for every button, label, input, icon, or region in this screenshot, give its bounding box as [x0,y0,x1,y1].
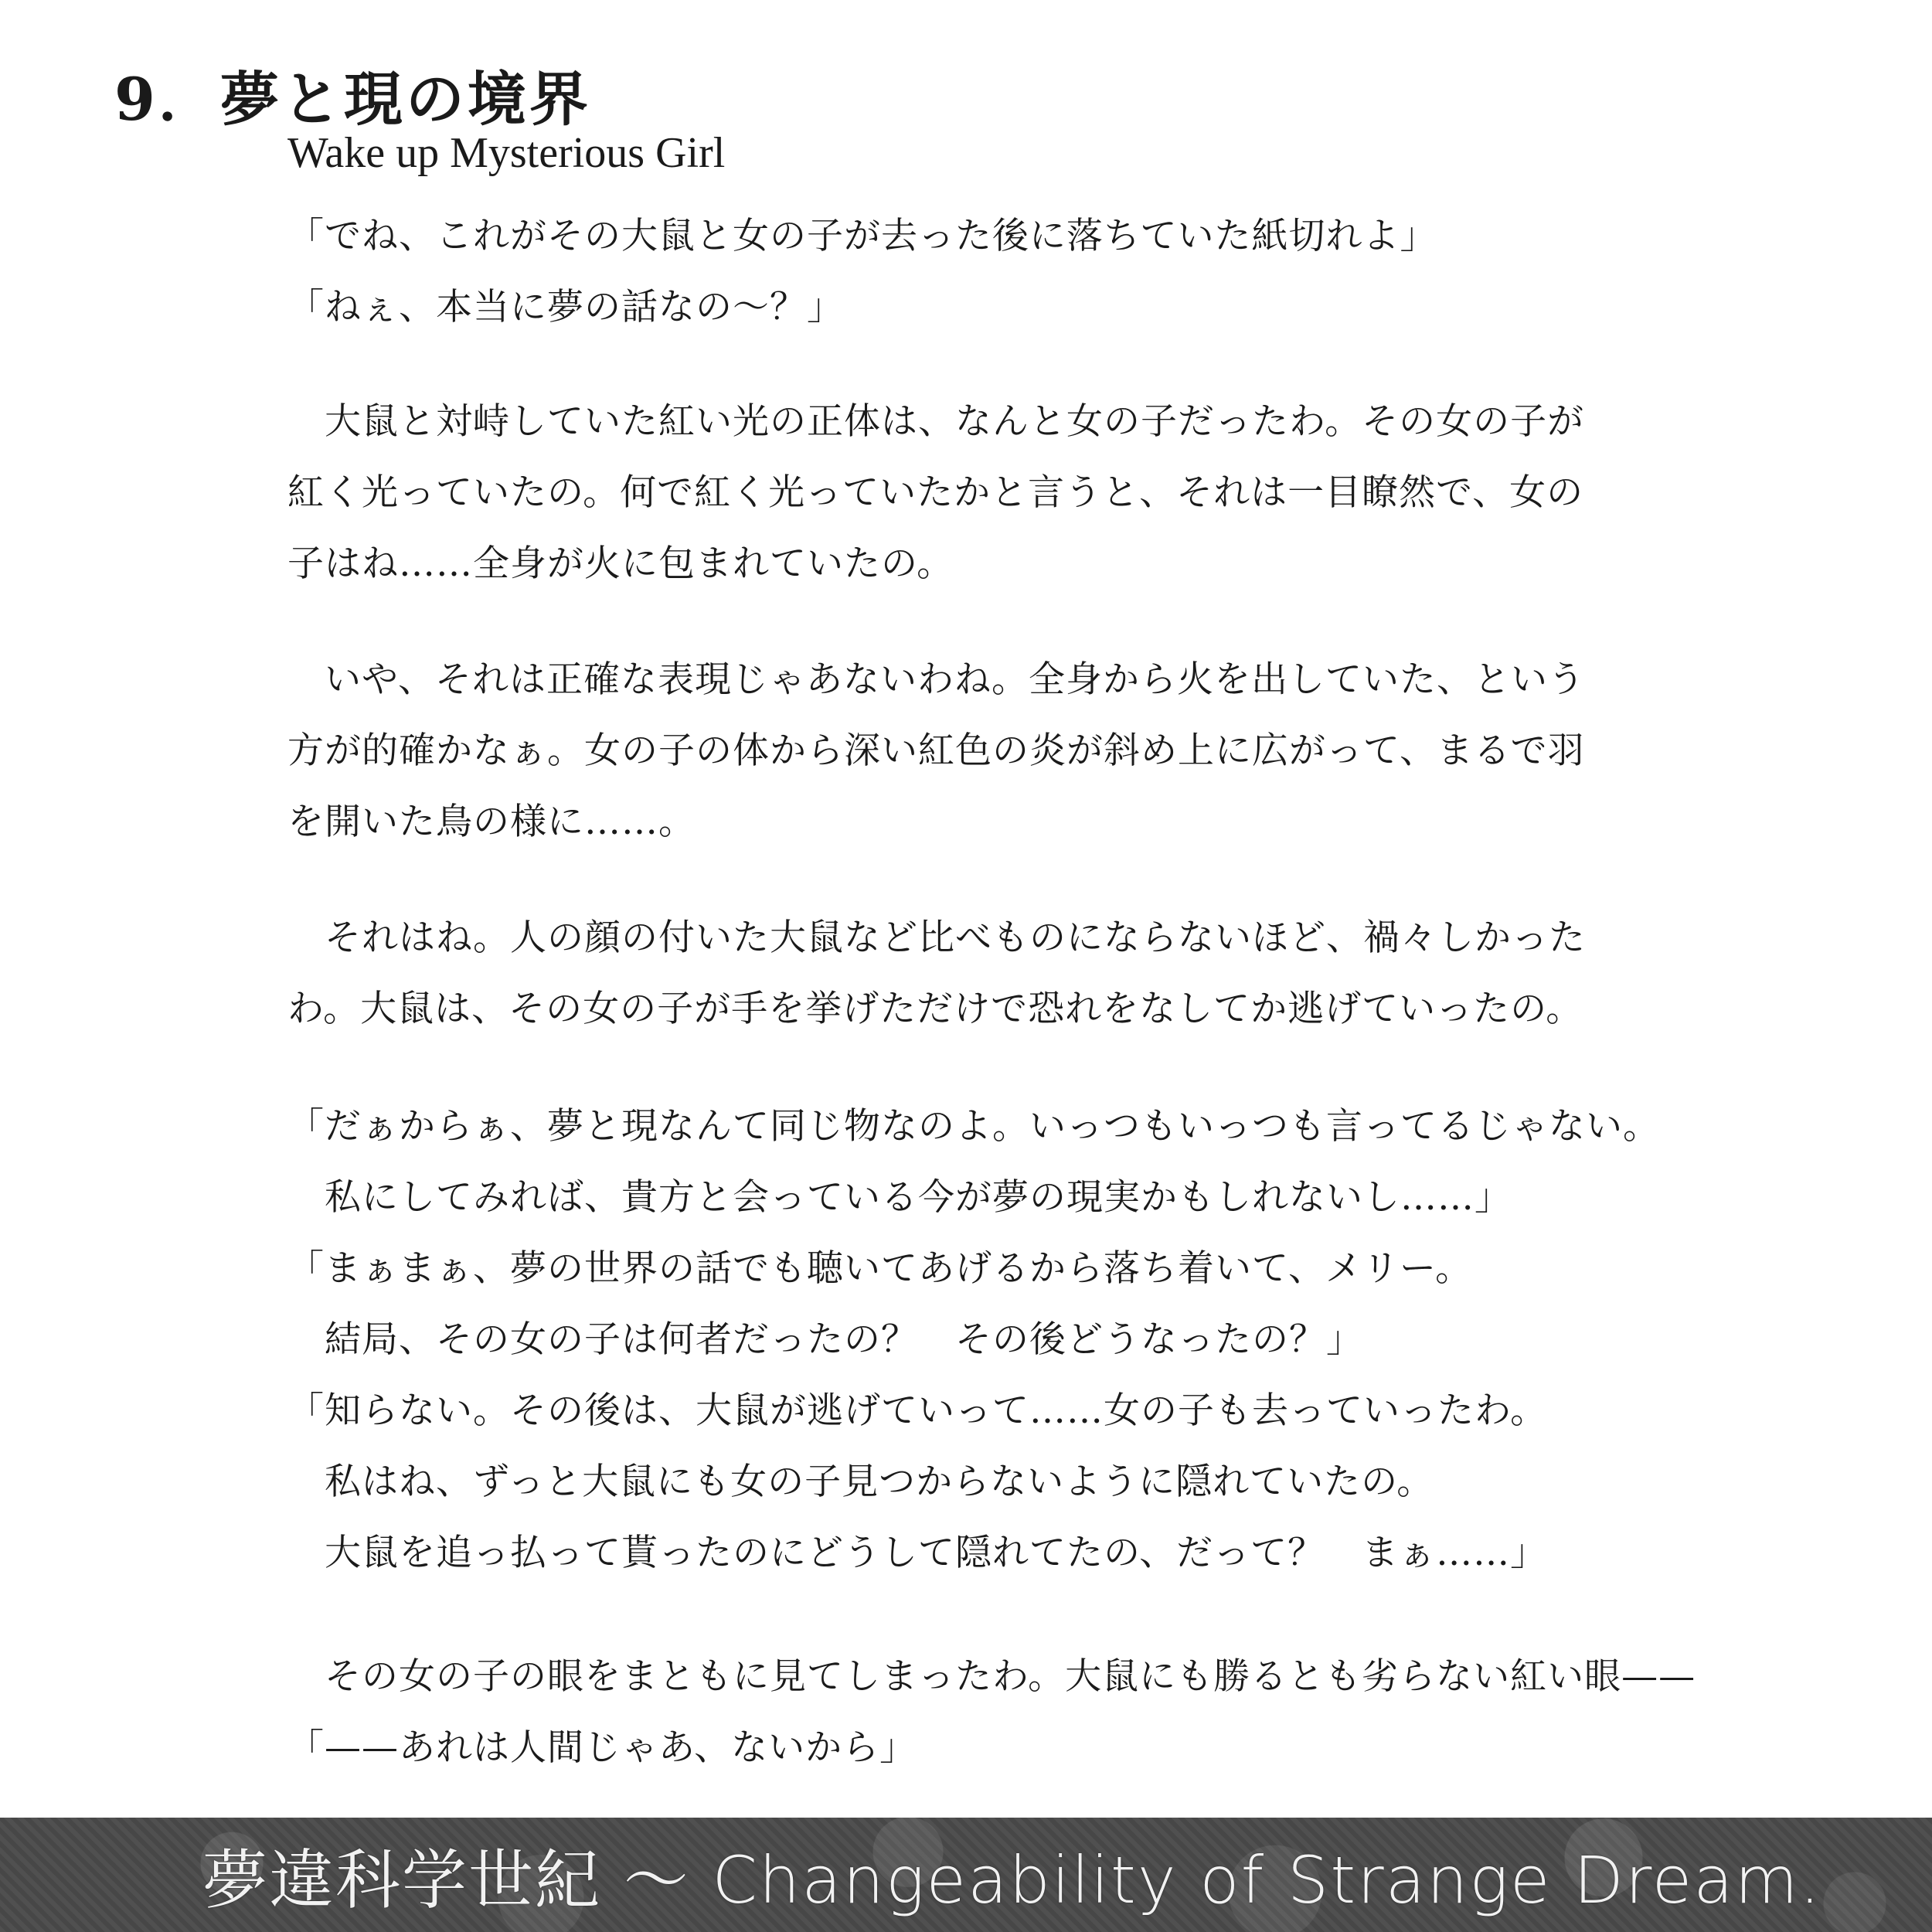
text-line: 大鼠を追っ払って貰ったのにどうして隠れてたの、だって？ まぁ……」 [287,1532,1548,1574]
text-line: 私はね、ずっと大鼠にも女の子見つからないように隠れていたの。 [287,1461,1434,1503]
footer-title: 夢違科学世紀 ～ Changeability of Strange Dream. [202,1842,1822,1918]
text-line: 結局、その女の子は何者だったの？ その後どうなったの？」 [287,1318,1363,1361]
text-line: 「知らない。その後は、大鼠が逃げていって……女の子も去っていったわ。 [287,1389,1548,1432]
text-line: 「——あれは人間じゃあ、ないから」 [287,1726,917,1769]
text-line: 方が的確かなぁ。女の子の体から深い紅色の炎が斜め上に広がって、まるで羽 [287,730,1585,772]
text-line: 「ねぇ、本当に夢の話なの〜？」 [287,286,844,328]
text-line: それはね。人の顔の付いた大鼠など比べものにならないほど、禍々しかった [287,917,1586,959]
text-line: 子はね……全身が火に包まれていたの。 [287,543,954,585]
text-line: 大鼠と対峙していた紅い光の正体は、なんと女の子だったわ。その女の子が [287,400,1585,443]
text-line: その女の子の眼をまともに見てしまったわ。大鼠にも勝るとも劣らない紅い眼—— [287,1655,1696,1698]
chapter-subtitle: Wake up Mysterious Girl [287,129,726,177]
text-line: 「まぁまぁ、夢の世界の話でも聴いてあげるから落ち着いて、メリー。 [287,1247,1473,1290]
text-line: わ。大鼠は、その女の子が手を挙げただけで恐れをなしてか逃げていったの。 [287,988,1583,1030]
text-line: を開いた鳥の様に……。 [287,801,696,843]
text-line: いや、それは正確な表現じゃあないわね。全身から火を出していた、という [287,658,1586,701]
chapter-title: 9．夢と現の境界 [114,65,591,134]
text-line: 「でね、これがその大鼠と女の子が去った後に落ちていた紙切れよ」 [287,215,1437,257]
text-line: 私にしてみれば、貴方と会っている今が夢の現実かもしれないし……」 [287,1176,1512,1219]
text-line: 紅く光っていたの。何で紅く光っていたかと言うと、それは一目瞭然で、女の [287,471,1584,514]
text-line: 「だぁからぁ、夢と現なんて同じ物なのよ。いっつもいっつも言ってるじゃない。 [287,1105,1660,1148]
